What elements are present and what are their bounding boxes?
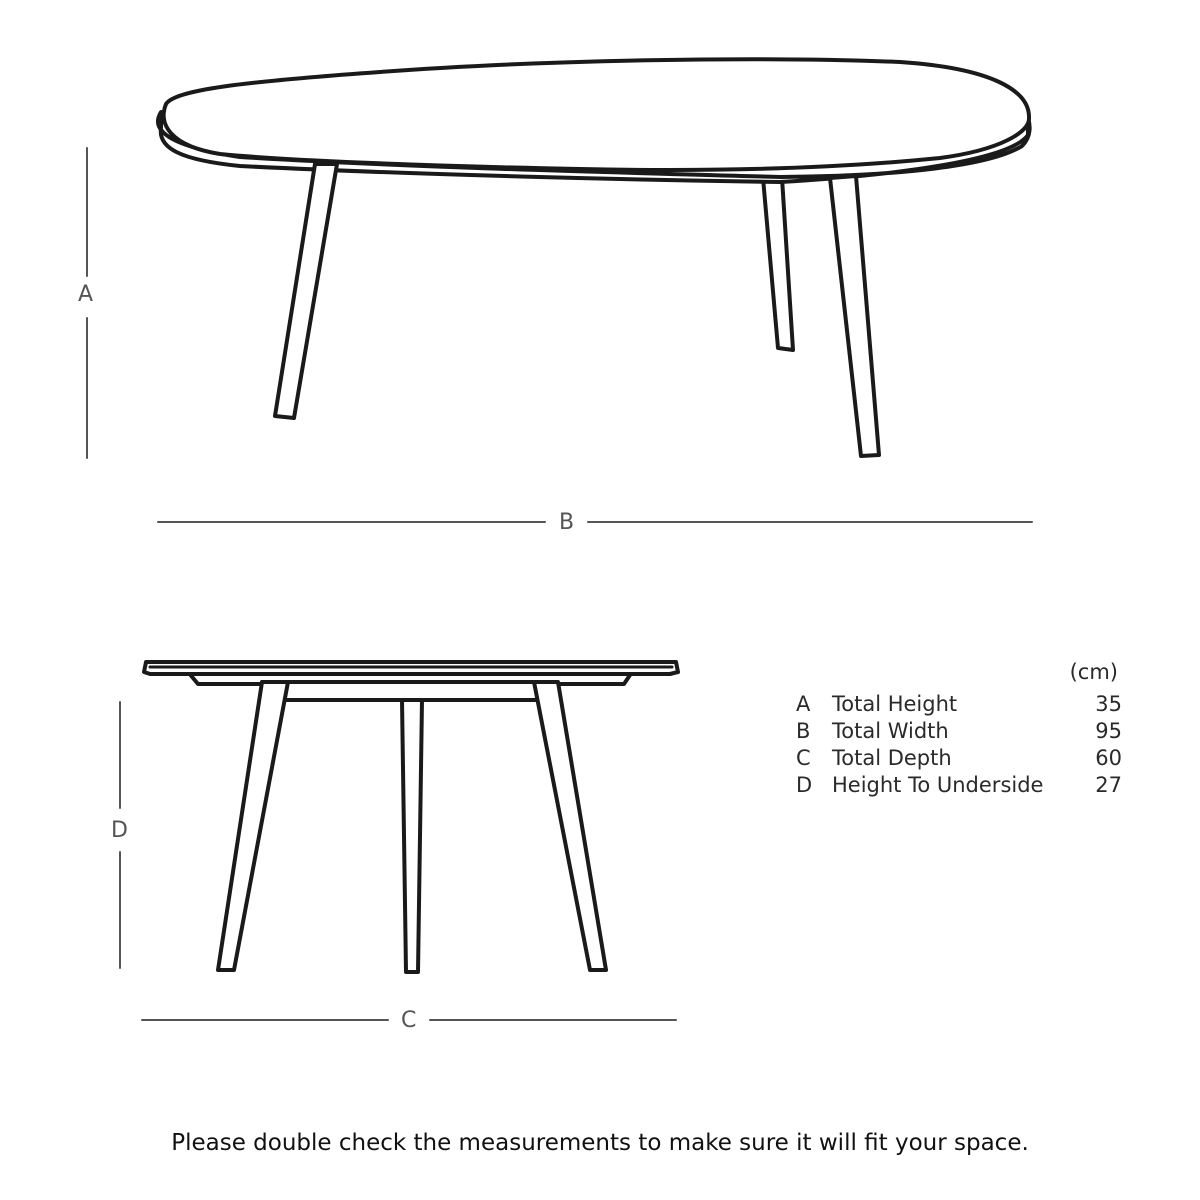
measurement-key: C [796, 745, 811, 770]
measurement-table [788, 660, 1128, 798]
measurement-value: 27 [1095, 772, 1122, 797]
measurement-label: Total Height [832, 691, 958, 716]
side-leg-middle [402, 700, 422, 972]
measurement-label: Height To Underside [832, 772, 1044, 797]
pebble-table-top-view [158, 59, 1030, 456]
measurement-row [788, 771, 1128, 798]
tabletop-surface [164, 59, 1029, 170]
side-leg-left [218, 682, 288, 970]
side-leg-right [534, 682, 606, 970]
table-leg-front-left [275, 164, 337, 418]
measurement-row [788, 744, 1128, 771]
measurement-unit: (cm) [1069, 660, 1118, 684]
measurement-value: 95 [1095, 718, 1122, 743]
table-leg-front-right [830, 176, 879, 456]
measurement-key: D [796, 772, 813, 797]
measurement-row [788, 690, 1128, 717]
table-leg-back-right [763, 178, 793, 350]
dimension-label-b: B [559, 510, 575, 535]
footer-note: Please double check the measurements to make sure it will fit your space. [171, 1130, 1029, 1156]
measurement-row [788, 717, 1128, 744]
measurement-label: Total Depth [832, 745, 952, 770]
measurement-key: B [796, 718, 811, 743]
apron-crossbar [262, 682, 540, 700]
dimension-label-d: D [111, 818, 128, 843]
measurement-key: A [796, 691, 811, 716]
measurement-label: Total Width [832, 718, 949, 743]
dimension-label-c: C [401, 1008, 417, 1033]
measurement-value: 35 [1095, 691, 1122, 716]
measurement-value: 60 [1095, 745, 1122, 770]
dimension-label-a: A [78, 282, 94, 307]
table-side-view [144, 662, 678, 972]
